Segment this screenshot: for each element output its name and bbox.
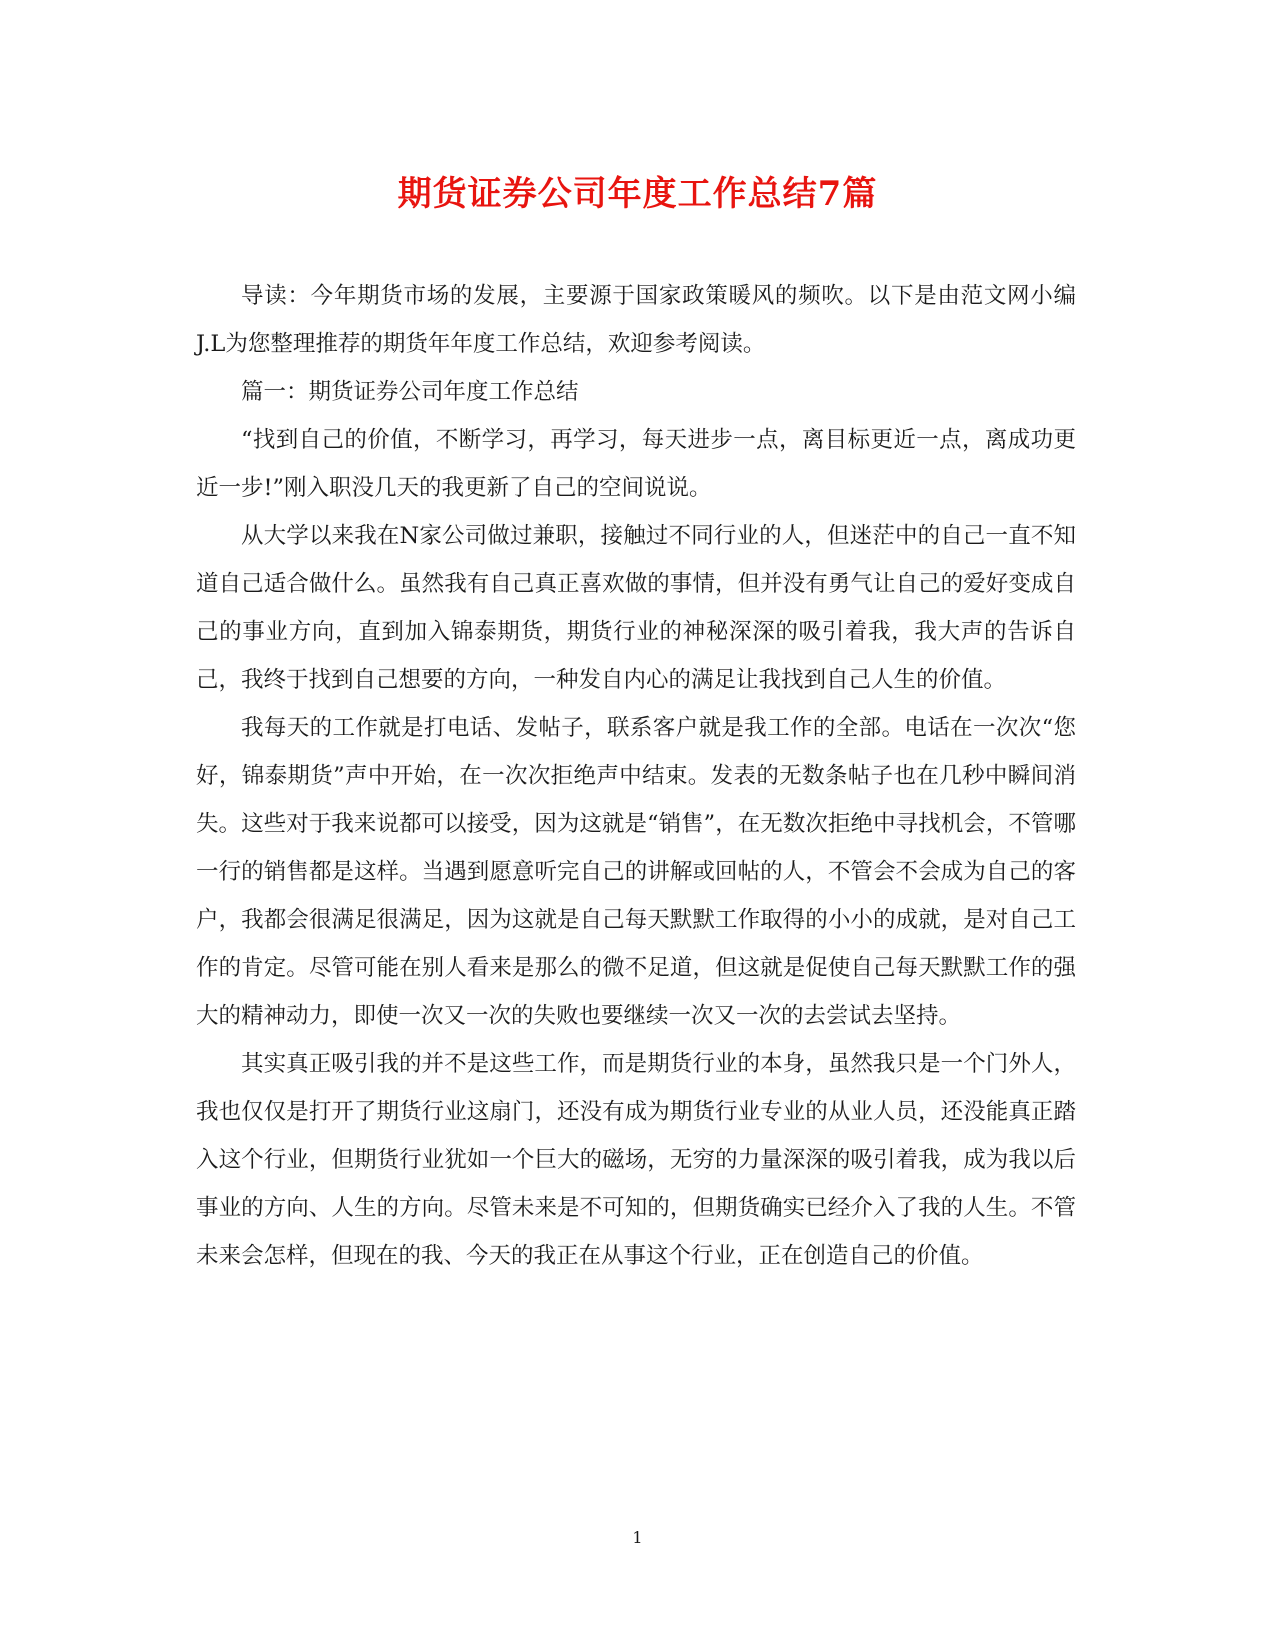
body-paragraph: 从大学以来我在N家公司做过兼职，接触过不同行业的人，但迷茫中的自己一直不知道自己适合做什么。虽然我有自己真正喜欢做的事情，但并没有勇气让自己的爱好变成自己的事业方向，直到加入锦泰期货，期货行业的神秘深深的吸引着我，我大声的告诉自己，我终于找到自己想要的方向，一种发自内心的满足让我找到自己人生的价值。 [196, 523, 1076, 693]
body-paragraph: “找到自己的价值，不断学习，再学习，每天进步一点，离目标更近一点，离成功更近一步!”刚入职没几天的我更新了自己的空间说说。 [196, 427, 1076, 501]
document-body [196, 272, 1076, 1280]
section-heading: 篇一：期货证券公司年度工作总结 [241, 379, 579, 405]
body-paragraph: 其实真正吸引我的并不是这些工作，而是期货行业的本身，虽然我只是一个门外人，我也仅仅是打开了期货行业这扇门，还没有成为期货行业专业的从业人员，还没能真正踏入这个行业，但期货行业犹如一个巨大的磁场，无穷的力量深深的吸引着我，成为我以后事业的方向、人生的方向。尽管未来是不可知的，但期货确实已经介入了我的人生。不管未来会怎样，但现在的我、今天的我正在从事这个行业，正在创造自己的价值。 [196, 1051, 1076, 1269]
intro-paragraph: 导读：今年期货市场的发展，主要源于国家政策暖风的频吹。以下是由范文网小编J.L为您整理推荐的期货年年度工作总结，欢迎参考阅读。 [196, 283, 1076, 357]
body-paragraph: 我每天的工作就是打电话、发帖子，联系客户就是我工作的全部。电话在一次次“您好，锦泰期货”声中开始，在一次次拒绝声中结束。发表的无数条帖子也在几秒中瞬间消失。这些对于我来说都可以接受，因为这就是“销售”，在无数次拒绝中寻找机会，不管哪一行的销售都是这样。当遇到愿意听完自己的讲解或回帖的人，不管会不会成为自己的客户，我都会很满足很满足，因为这就是自己每天默默工作取得的小小的成就，是对自己工作的肯定。尽管可能在别人看来是那么的微不足道，但这就是促使自己每天默默工作的强大的精神动力，即使一次又一次的失败也要继续一次又一次的去尝试去坚持。 [196, 715, 1076, 1029]
document-title: 期货证券公司年度工作总结7篇 [397, 174, 878, 214]
page-number: 1 [632, 1528, 643, 1547]
